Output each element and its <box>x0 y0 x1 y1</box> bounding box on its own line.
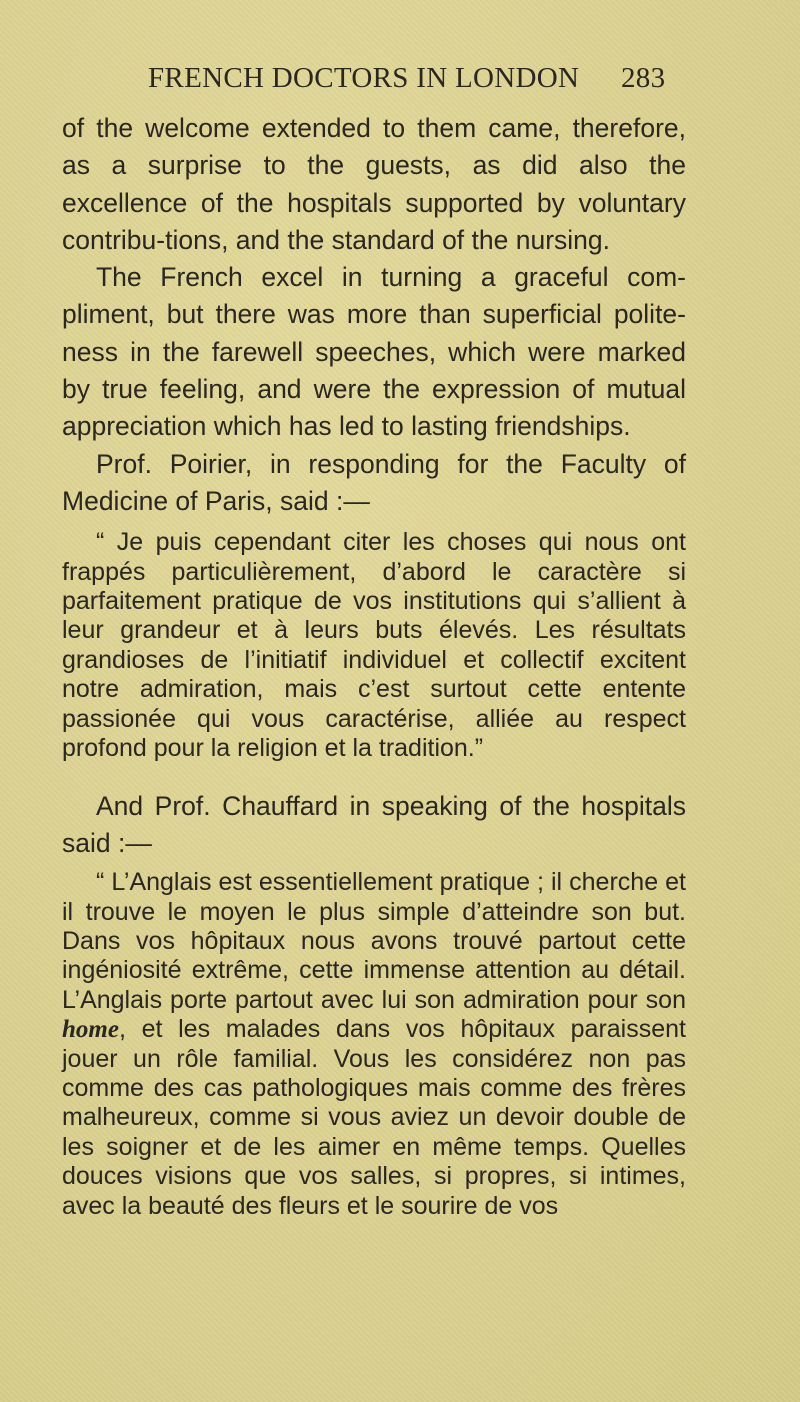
paragraph-poirier-intro: Prof. Poirier, in responding for the Faculty of Medicine of Paris, said :— <box>62 448 686 516</box>
paragraph-compliment: The French excel in turning a graceful com-pliment, but there was more than superficial polite-ness in the farewell speeches, which were marked by true feeling, and were the expression of mutual appreciation which has led to lasting friendships. <box>62 262 686 442</box>
paragraph-chauffard-intro: And Prof. Chauffard in speaking of the hospitals said :— <box>62 790 686 858</box>
body-text <box>62 110 686 1221</box>
running-head <box>0 62 800 102</box>
page-number: 283 <box>621 62 666 94</box>
quotation-chauffard <box>62 868 686 1221</box>
spacer <box>62 764 686 788</box>
spacer <box>62 520 686 528</box>
emphasized-word: home <box>62 1016 119 1044</box>
quotation-text: “ L’Anglais est essentiellement pratique ; il cherche et il trouve le moyen le plus simple d’atteindre son but. Dans vos hôpitaux nous avons trouvé partout cette ingéniosité extrême, cette immense attention au détail. L’Anglais porte partout avec lui son admiration pour son <box>62 868 686 1014</box>
running-title: FRENCH DOCTORS IN LONDON <box>148 62 580 94</box>
quotation-text: , et les malades dans vos hôpitaux paraissent jouer un rôle familial. Vous les considérez non pas comme des cas pathologiques mais comme des frères malheureux, comme si vous aviez un devoir double de les soigner et de les aimer en même temps. Quelles douces visions que vos salles, si propres, si intimes, avec la beauté des fleurs et le sourire de vos <box>62 1015 686 1220</box>
paragraph-continued: of the welcome extended to them came, therefore, as a surprise to the guests, as did also the excellence of the hospitals supported by voluntary contribu-tions, and the standard of the nursing. <box>62 113 686 255</box>
quotation-poirier: “ Je puis cependant citer les choses qui nous ont frappés particulièrement, d’abord le caractère si parfaitement pratique de vos institutions qui s’allient à leur grandeur et à leurs buts élevés. Les résultats grandioses de l’initiatif individuel et collectif excitent notre admiration, mais c’est surtout cette entente passionée qui vous caractérise, alliée au respect profond pour la religion et la tradition.” <box>62 528 686 763</box>
